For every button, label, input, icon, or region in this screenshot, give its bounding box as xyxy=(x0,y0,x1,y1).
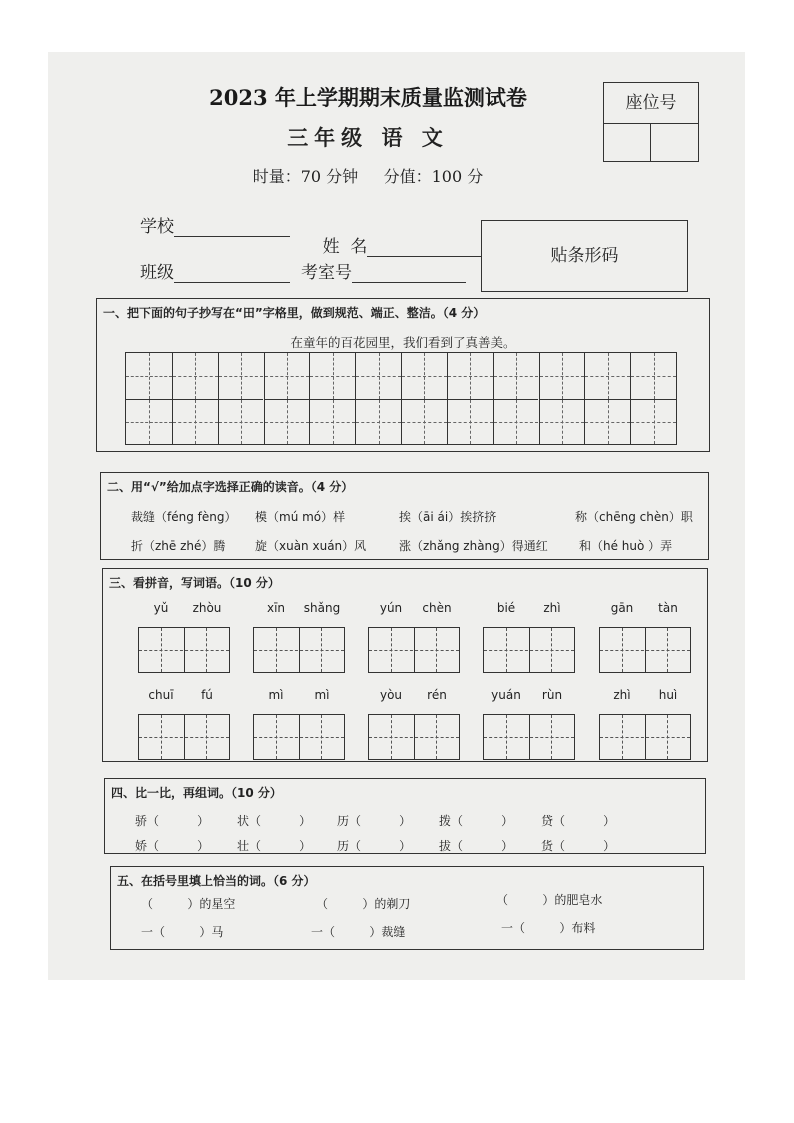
fill-item[interactable]: 一（ ）马 xyxy=(141,925,224,939)
section-2-heading: 二、用“√”给加点字选择正确的读音。（4 分） xyxy=(107,480,354,494)
copy-sentence: 在童年的百花园里，我们看到了真善美。 xyxy=(290,335,516,350)
tian-cell[interactable] xyxy=(355,399,401,445)
pinyin-label: mì xyxy=(268,688,284,702)
pinyin-label: mì xyxy=(314,688,330,702)
pinyin-label: huì xyxy=(658,688,678,702)
pinyin-item[interactable]: 旋（xuàn xuán）风 xyxy=(255,539,367,553)
tian-cell[interactable] xyxy=(309,353,355,399)
exam-subtitle: 三年级 语 文 xyxy=(287,125,449,150)
word-writing-box[interactable] xyxy=(368,714,460,760)
pinyin-label: shǎng xyxy=(303,601,341,615)
tian-cell[interactable] xyxy=(218,399,264,445)
exam-title: 2023 年上学期期末质量监测试卷 xyxy=(209,85,527,110)
seat-number-box xyxy=(603,82,699,162)
tian-cell[interactable] xyxy=(401,353,447,399)
exam-room-field[interactable] xyxy=(301,258,466,283)
tian-cell[interactable] xyxy=(126,399,172,445)
word-writing-box[interactable] xyxy=(138,627,230,673)
fill-item[interactable]: 一（ ）布料 xyxy=(501,921,596,935)
pinyin-label: yuán xyxy=(491,688,521,702)
school-label: 学校 xyxy=(140,217,174,237)
word-writing-box[interactable] xyxy=(253,627,345,673)
pinyin-label: tàn xyxy=(658,601,678,615)
tian-cell[interactable] xyxy=(126,353,172,399)
tian-cell[interactable] xyxy=(309,399,355,445)
pinyin-label: rén xyxy=(427,688,447,702)
pinyin-item[interactable]: 和（hé huò ）弄 xyxy=(579,539,673,553)
word-item[interactable]: 货（ ） xyxy=(541,839,616,853)
pinyin-label: zhì xyxy=(613,688,631,702)
tian-cell[interactable] xyxy=(493,399,539,445)
class-field[interactable] xyxy=(140,258,290,283)
tian-cell[interactable] xyxy=(218,353,264,399)
tian-cell[interactable] xyxy=(264,353,310,399)
tian-cell[interactable] xyxy=(630,353,676,399)
tian-writing-grid[interactable] xyxy=(125,352,677,445)
tian-cell[interactable] xyxy=(584,399,630,445)
tian-cell[interactable] xyxy=(447,353,493,399)
pinyin-label: gān xyxy=(610,601,634,615)
word-item[interactable]: 状（ ） xyxy=(237,814,312,828)
pinyin-label: yòu xyxy=(379,688,403,702)
section-1-heading: 一、把下面的句子抄写在“田”字格里，做到规范、端正、整洁。（4 分） xyxy=(103,306,486,320)
word-item[interactable]: 娇（ ） xyxy=(135,839,210,853)
word-item[interactable]: 拨（ ） xyxy=(439,814,514,828)
word-item[interactable]: 拔（ ） xyxy=(439,839,514,853)
tian-cell[interactable] xyxy=(264,399,310,445)
tian-cell[interactable] xyxy=(355,353,401,399)
pinyin-item[interactable]: 称（chēng chèn）职 xyxy=(575,510,693,524)
word-item[interactable]: 骄（ ） xyxy=(135,814,210,828)
word-item[interactable]: 贷（ ） xyxy=(541,814,616,828)
class-label: 班级 xyxy=(140,263,174,283)
word-writing-box[interactable] xyxy=(599,714,691,760)
pinyin-item[interactable]: 挨（āi ái）挨挤挤 xyxy=(399,510,497,524)
section-3-heading: 三、看拼音，写词语。（10 分） xyxy=(109,576,280,590)
pinyin-label: bié xyxy=(496,601,516,615)
section-4-heading: 四、比一比，再组词。（10 分） xyxy=(111,786,282,800)
pinyin-label: xīn xyxy=(266,601,286,615)
word-writing-box[interactable] xyxy=(368,627,460,673)
word-item[interactable]: 历（ ） xyxy=(337,814,412,828)
pinyin-label: yǔ xyxy=(153,601,169,615)
word-writing-box[interactable] xyxy=(138,714,230,760)
exam-room-label: 考室号 xyxy=(301,263,352,283)
fill-item[interactable]: 一（ ）裁缝 xyxy=(311,925,406,939)
pinyin-label: chèn xyxy=(422,601,452,615)
section-1 xyxy=(96,298,710,452)
fill-item[interactable]: （ ）的肥皂水 xyxy=(496,893,603,907)
word-writing-box[interactable] xyxy=(253,714,345,760)
fill-item[interactable]: （ ）的剃刀 xyxy=(316,897,411,911)
pinyin-item[interactable]: 涨（zhǎng zhàng）得通红 xyxy=(399,539,548,553)
exam-paper xyxy=(48,52,745,980)
word-item[interactable]: 历（ ） xyxy=(337,839,412,853)
tian-cell[interactable] xyxy=(172,399,218,445)
tian-cell[interactable] xyxy=(493,353,539,399)
section-4 xyxy=(104,778,706,854)
word-item[interactable]: 壮（ ） xyxy=(237,839,312,853)
pinyin-label: zhòu xyxy=(192,601,222,615)
section-5 xyxy=(110,866,704,950)
school-field[interactable] xyxy=(140,212,290,237)
tian-cell[interactable] xyxy=(584,353,630,399)
pinyin-label: rùn xyxy=(541,688,563,702)
section-2 xyxy=(100,472,709,560)
time-score-info: 时量：70 分钟 分值：100 分 xyxy=(252,167,484,186)
name-label: 姓 名 xyxy=(322,237,368,257)
tian-cell[interactable] xyxy=(447,399,493,445)
barcode-area: 贴条形码 xyxy=(481,220,688,292)
tian-cell[interactable] xyxy=(630,399,676,445)
pinyin-label: fú xyxy=(201,688,213,702)
tian-cell[interactable] xyxy=(401,399,447,445)
word-writing-box[interactable] xyxy=(599,627,691,673)
fill-item[interactable]: （ ）的星空 xyxy=(141,897,236,911)
section-5-heading: 五、在括号里填上恰当的词。（6 分） xyxy=(117,874,316,888)
pinyin-item[interactable]: 裁缝（féng fèng） xyxy=(131,510,237,524)
pinyin-item[interactable]: 模（mú mó）样 xyxy=(255,510,346,524)
pinyin-label: yún xyxy=(379,601,403,615)
pinyin-item[interactable]: 折（zhē zhé）腾 xyxy=(131,539,226,553)
word-writing-box[interactable] xyxy=(483,627,575,673)
seat-number-label: 座位号 xyxy=(604,83,698,124)
pinyin-label: chuī xyxy=(148,688,174,702)
tian-cell[interactable] xyxy=(172,353,218,399)
section-3 xyxy=(102,568,708,762)
tian-cell[interactable] xyxy=(539,399,585,445)
pinyin-label: zhì xyxy=(543,601,561,615)
word-writing-box[interactable] xyxy=(483,714,575,760)
tian-cell[interactable] xyxy=(539,353,585,399)
